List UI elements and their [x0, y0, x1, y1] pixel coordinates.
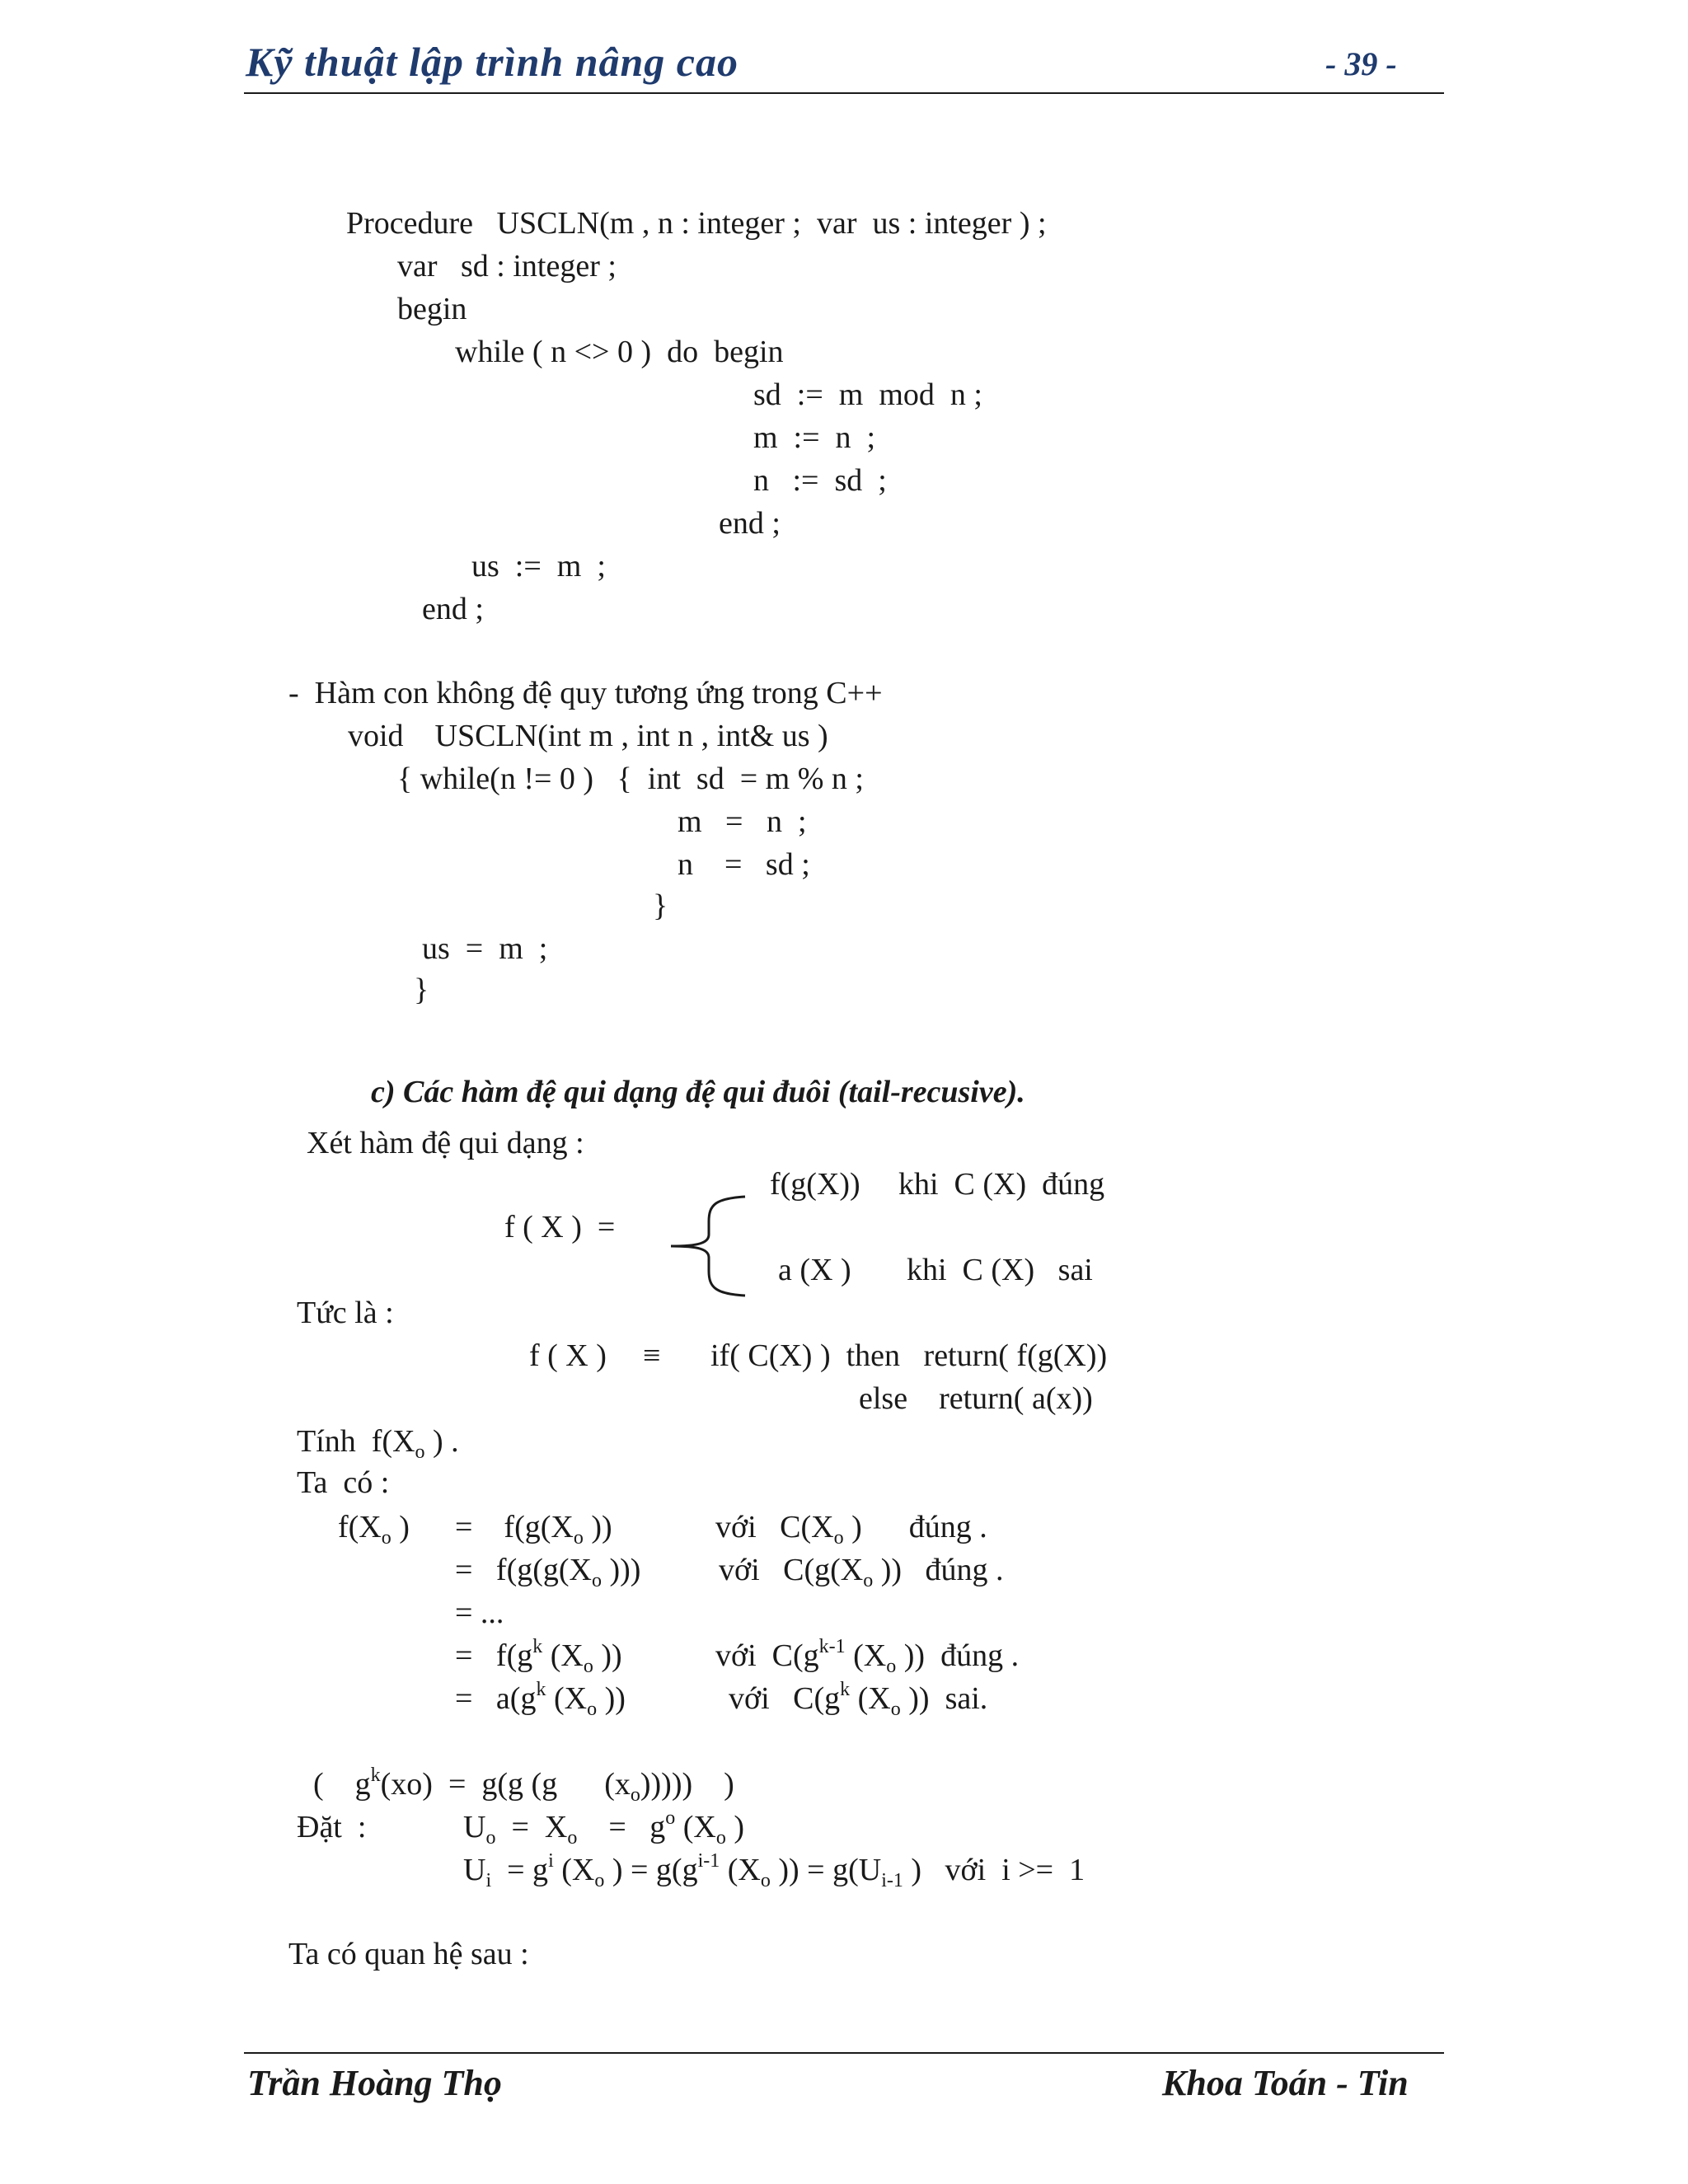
derivation-line: = $f(g(X_o$ )) [455, 1510, 612, 1549]
pascal-line: Procedure USCLN(m , n : integer ; var us : integer ) ; [346, 206, 1047, 241]
u0-definition: $U_o = X_o$ = $g^o$ ($X_o$ ) [463, 1807, 745, 1849]
pascal-line: m := n ; [753, 420, 876, 455]
cpp-line: void USCLN(int m , int n , int& us ) [348, 719, 828, 753]
tinh-sub: o [415, 1441, 425, 1463]
header-title: Kỹ thuật lập trình nâng cao [246, 39, 738, 85]
header-rule [244, 92, 1444, 94]
derivation-line: = $f(g^k$ ($X_o$ )) [455, 1636, 622, 1677]
tinh-text-end: ) . [424, 1424, 459, 1459]
section-intro: Xét hàm đệ qui dạng : [307, 1126, 584, 1160]
pascal-line: end ; [422, 592, 484, 626]
cpp-intro: - Hàm con không đệ quy tương ứng trong C++ [288, 676, 883, 710]
derivation-line: với $C(X_o$ ) đúng . [715, 1510, 987, 1549]
cpp-line: m = n ; [678, 804, 807, 839]
pascal-line: var sd : integer ; [397, 249, 617, 284]
gk-definition: ( $g^k(xo) = g(g$ (g $(x_o)$)))) ) [313, 1765, 734, 1806]
case2-expr: a (X ) [778, 1253, 851, 1287]
page-number: - 39 - [1325, 45, 1397, 82]
case1-cond: khi C (X) đúng [898, 1167, 1105, 1202]
cpp-line: } [414, 972, 429, 1007]
derivation-line: với $C(g^k$ ($X_o$ )) sai. [729, 1679, 988, 1720]
equiv-rhs: if( C(X) ) then return( f(g(X)) [710, 1338, 1108, 1373]
ta-co-quan-he: Ta có quan hệ sau : [288, 1937, 529, 1971]
cpp-line: { while(n != 0 ) { int sd = m % n ; [397, 762, 864, 796]
pascal-line: while ( n <> 0 ) do begin [455, 335, 784, 369]
ta-co: Ta có : [297, 1465, 390, 1500]
footer-department: Khoa Toán - Tin [1162, 2063, 1409, 2103]
derivation-line: với $C(g(X_o$ )) đúng . [719, 1553, 1004, 1591]
case2-cond: khi C (X) sai [907, 1253, 1093, 1287]
pascal-line: begin [397, 292, 467, 326]
pascal-line: n := sd ; [753, 463, 887, 498]
ui-definition: $U_i = g^i$ ($X_o$ ) = $g(g^{i-1}$ ($X_o$ )) = $g(U_{i-1}$ ) với i >= 1 [463, 1850, 1085, 1891]
derivation-line: với $C(g^{k-1}$ ($X_o$ )) đúng . [715, 1636, 1020, 1677]
cpp-line: us = m ; [422, 931, 548, 966]
tinh-line [297, 1424, 459, 1463]
dat-label: Đặt : [297, 1810, 367, 1844]
cpp-line: n = sd ; [678, 847, 810, 882]
tinh-text: Tính f(X [297, 1424, 415, 1459]
f-lhs: f ( X ) = [504, 1210, 616, 1244]
equiv-rhs: else return( a(x)) [859, 1381, 1093, 1416]
equiv-symbol: ≡ [643, 1338, 661, 1373]
derivation-line: = $f(g(g(X_o$ ))) [455, 1553, 641, 1591]
section-heading: c) Các hàm đệ qui dạng đệ qui đuôi (tail-recusive). [371, 1075, 1025, 1109]
derivation-dots: = ... [455, 1596, 504, 1630]
pascal-line: us := m ; [471, 549, 606, 583]
footer-author: Trần Hoàng Thọ [247, 2063, 502, 2103]
footer-rule [244, 2052, 1444, 2054]
case1-expr: f(g(X)) [770, 1167, 860, 1202]
tuc-la: Tức là : [297, 1296, 394, 1330]
derivation-line: = $a(g^k$ ($X_o$ )) [455, 1679, 626, 1720]
derivation-line: $f(X_o$ ) [338, 1510, 410, 1549]
cpp-line: } [653, 888, 668, 923]
equiv-lhs: f ( X ) [529, 1338, 607, 1373]
pascal-line: end ; [719, 506, 781, 541]
pascal-line: sd := m mod n ; [753, 377, 982, 412]
left-brace [666, 1193, 757, 1299]
